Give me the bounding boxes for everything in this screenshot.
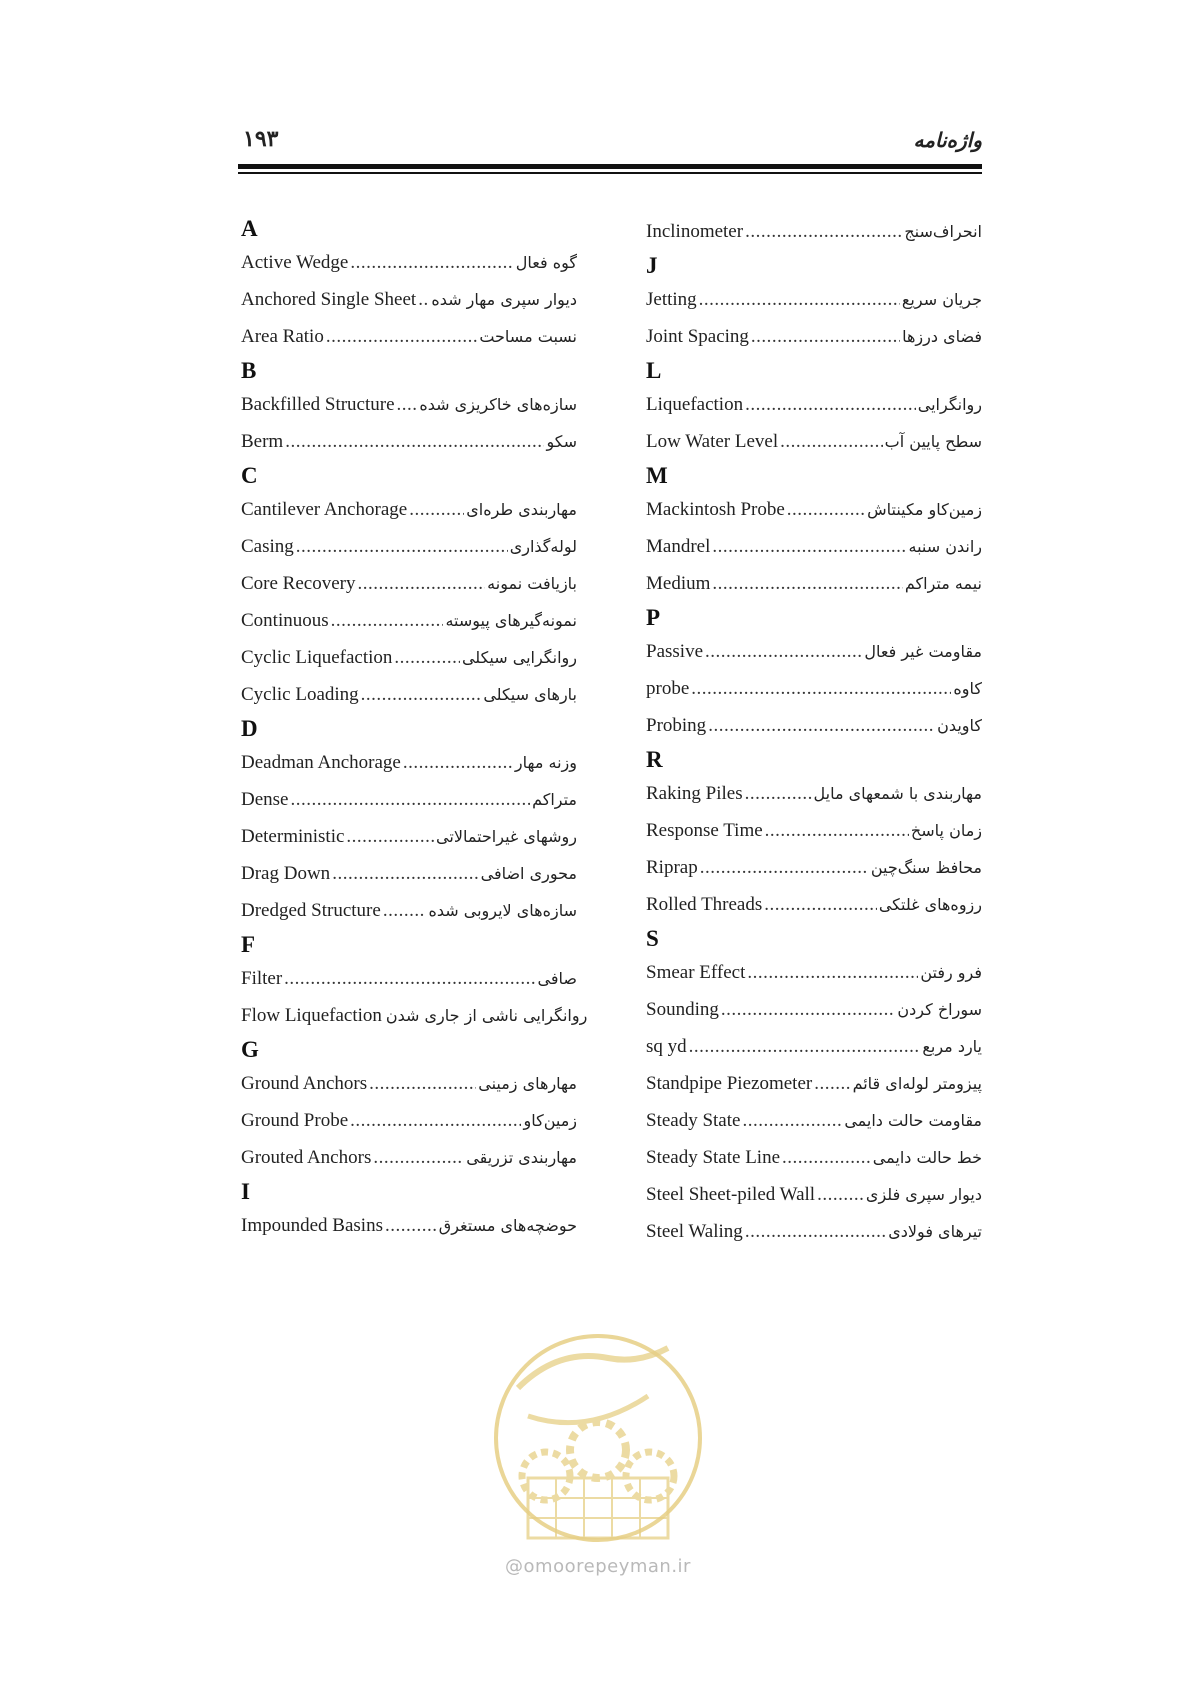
persian-term: کاوه — [953, 679, 982, 698]
dot-leader — [296, 536, 508, 558]
glossary-column-right — [646, 213, 982, 1250]
dot-leader — [403, 752, 513, 774]
watermark-seal-icon — [488, 1328, 708, 1568]
section-letter: S — [646, 926, 659, 951]
glossary-entry — [646, 775, 982, 812]
english-term: probe — [646, 677, 690, 699]
glossary-entry — [646, 670, 982, 707]
glossary-entry — [241, 318, 577, 355]
dot-leader — [691, 678, 951, 700]
english-term: sq yd — [646, 1035, 687, 1057]
english-term: Continuous — [241, 609, 329, 631]
dot-leader — [409, 499, 464, 521]
persian-term: صافی — [537, 969, 577, 988]
persian-term: سازه‌های لایروبی شده — [428, 901, 577, 920]
english-term: Steady State Line — [646, 1146, 781, 1168]
dot-leader — [745, 394, 916, 416]
glossary-entry — [241, 386, 577, 423]
dot-leader — [357, 573, 485, 595]
persian-term: روانگرایی سیکلی — [461, 648, 577, 667]
section-letter: A — [241, 216, 258, 241]
english-term: Impounded Basins — [241, 1214, 383, 1236]
glossary-entry — [241, 491, 577, 528]
glossary-entry — [241, 960, 577, 997]
glossary-entry — [646, 1176, 982, 1213]
persian-term: محوری اضافی — [480, 864, 577, 883]
persian-term: نیمه متراکم — [904, 574, 982, 593]
dot-leader — [346, 826, 434, 848]
english-term: Active Wedge — [241, 251, 349, 273]
dot-leader — [332, 863, 478, 885]
glossary-entry — [241, 818, 577, 855]
english-term: Backfilled Structure — [241, 393, 395, 415]
glossary-entry — [646, 812, 982, 849]
persian-term: محافظ سنگ‌چین — [870, 858, 982, 877]
english-term: Mackintosh Probe — [646, 498, 785, 520]
english-term: Deterministic — [241, 825, 345, 847]
dot-leader — [747, 962, 918, 984]
persian-term: گوه فعال — [515, 253, 577, 272]
glossary-entry — [241, 781, 577, 818]
glossary-entry — [646, 1139, 982, 1176]
english-term: Area Ratio — [241, 325, 324, 347]
persian-term: زمین‌کاو — [523, 1111, 577, 1130]
glossary-entry — [241, 997, 588, 1034]
english-term: Flow Liquefaction — [241, 1004, 382, 1026]
persian-term: بارهای سیکلی — [483, 685, 577, 704]
english-term: Probing — [646, 714, 707, 736]
section-letter: P — [646, 605, 661, 630]
persian-term: حوضچه‌های مستغرق — [438, 1216, 577, 1235]
english-term: Liquefaction — [646, 393, 744, 415]
english-term: Steel Waling — [646, 1220, 743, 1242]
english-term: Drag Down — [241, 862, 331, 884]
dot-leader — [751, 326, 900, 348]
english-term: Anchored Single Sheet — [241, 288, 417, 310]
glossary-entry — [646, 281, 982, 318]
english-term: Deadman Anchorage — [241, 751, 401, 773]
dot-leader — [814, 1073, 850, 1095]
dot-leader — [705, 641, 862, 663]
watermark-logo — [488, 1328, 708, 1568]
glossary-entry — [241, 744, 577, 781]
glossary-entry — [646, 423, 982, 460]
dot-leader — [699, 289, 900, 311]
persian-term: فرو رفتن — [920, 963, 982, 982]
persian-term: متراکم — [532, 790, 577, 809]
persian-term: رزوه‌های غلتکی — [878, 895, 982, 914]
glossary-entry — [646, 954, 982, 991]
dot-leader — [780, 431, 883, 453]
dot-leader — [817, 1184, 864, 1206]
glossary-entry — [241, 892, 577, 929]
persian-term: نسبت مساحت — [479, 327, 577, 346]
english-term: Response Time — [646, 819, 763, 841]
english-term: Inclinometer — [646, 220, 744, 242]
glossary-entry — [241, 423, 577, 460]
persian-term: سوراخ کردن — [897, 1000, 982, 1019]
glossary-entry — [241, 528, 577, 565]
glossary-entry — [646, 213, 982, 250]
persian-term: سازه‌های خاکریزی شده — [419, 395, 577, 414]
dot-leader — [765, 820, 909, 842]
page-number: ۱۹۳ — [243, 126, 279, 151]
persian-term: بازیافت نمونه — [487, 574, 577, 593]
persian-term: تیرهای فولادی — [888, 1222, 982, 1241]
glossary-entry — [241, 244, 577, 281]
dot-leader — [689, 1036, 921, 1058]
persian-term: فضای درزها — [902, 327, 982, 346]
persian-term: مهاربندی تزریقی — [466, 1148, 577, 1167]
glossary-entry — [646, 491, 982, 528]
dot-leader — [708, 715, 935, 737]
glossary-entry — [241, 855, 577, 892]
persian-term: دیوار سپری فلزی — [865, 1185, 982, 1204]
dot-leader — [385, 1215, 437, 1237]
dot-leader — [361, 684, 482, 706]
dot-leader — [350, 1110, 521, 1132]
english-term: Low Water Level — [646, 430, 779, 452]
english-term: Filter — [241, 967, 283, 989]
glossary-entry — [646, 318, 982, 355]
english-term: Ground Probe — [241, 1109, 349, 1131]
dot-leader — [397, 394, 418, 416]
glossary-entry — [241, 1065, 577, 1102]
dot-leader — [712, 573, 902, 595]
english-term: Dense — [241, 788, 289, 810]
english-term: Steel Sheet-piled Wall — [646, 1183, 816, 1205]
persian-term: مهاربندی طره‌ای — [466, 500, 577, 519]
english-term: Ground Anchors — [241, 1072, 368, 1094]
dot-leader — [418, 289, 429, 311]
glossary-entry — [646, 886, 982, 923]
glossary-entry — [241, 676, 577, 713]
english-term: Sounding — [646, 998, 719, 1020]
english-term: Passive — [646, 640, 703, 662]
glossary-entry — [646, 386, 982, 423]
persian-term: یارد مربع — [922, 1037, 982, 1056]
section-letter: L — [646, 358, 662, 383]
section-letter: I — [241, 1179, 250, 1204]
english-term: Cyclic Liquefaction — [241, 646, 393, 668]
running-head-title: واژه‌نامه — [913, 130, 982, 152]
glossary-entry — [241, 1139, 577, 1176]
english-term: Mandrel — [646, 535, 711, 557]
dot-leader — [764, 894, 877, 916]
dot-leader — [285, 431, 544, 453]
glossary-entry — [241, 565, 577, 602]
english-term: Cyclic Loading — [241, 683, 359, 705]
glossary-entry — [646, 1028, 982, 1065]
dot-leader — [700, 857, 869, 879]
persian-term: سطح پایین آب — [884, 432, 982, 451]
glossary-entry — [241, 1207, 577, 1244]
english-term: Jetting — [646, 288, 697, 310]
glossary-entry — [646, 1102, 982, 1139]
glossary-entry — [646, 707, 982, 744]
english-term: Casing — [241, 535, 294, 557]
dot-leader — [331, 610, 444, 632]
persian-term: لوله‌گذاری — [509, 537, 577, 556]
dot-leader — [787, 499, 865, 521]
dot-leader — [369, 1073, 476, 1095]
section-letter: G — [241, 1037, 259, 1062]
persian-term: روشهای غیراحتمالاتی — [436, 827, 577, 846]
persian-term: مهارهای زمینی — [478, 1074, 577, 1093]
persian-term: مقاومت حالت دایمی — [844, 1111, 982, 1130]
glossary-entry — [646, 528, 982, 565]
persian-term: زمان پاسخ — [910, 821, 982, 840]
glossary-entry — [646, 1065, 982, 1102]
dot-leader — [745, 783, 812, 805]
dot-leader — [782, 1147, 871, 1169]
english-term: Dredged Structure — [241, 899, 381, 921]
dot-leader — [326, 326, 478, 348]
glossary-entry — [241, 1102, 577, 1139]
section-letter: M — [646, 463, 668, 488]
dot-leader — [383, 900, 427, 922]
english-term: Core Recovery — [241, 572, 356, 594]
persian-term: نمونه‌گیرهای پیوسته — [445, 611, 577, 630]
glossary-entry — [646, 991, 982, 1028]
glossary-entry — [241, 281, 577, 318]
section-letter: R — [646, 747, 663, 772]
section-letter: J — [646, 253, 658, 278]
persian-term: زمین‌کاو مکینتاش — [867, 500, 982, 519]
persian-term: سکو — [546, 432, 577, 451]
persian-term: راندن سنبه — [908, 537, 982, 556]
glossary-entry — [646, 565, 982, 602]
dot-leader — [721, 999, 896, 1021]
english-term: Smear Effect — [646, 961, 746, 983]
persian-term: کاویدن — [937, 716, 982, 735]
persian-term: روانگرایی — [917, 395, 982, 414]
header-rule-thin — [238, 172, 982, 174]
glossary-entry — [241, 639, 577, 676]
english-term: Grouted Anchors — [241, 1146, 372, 1168]
dot-leader — [284, 968, 535, 990]
dot-leader — [742, 1110, 842, 1132]
persian-term: انحراف‌سنج — [904, 222, 982, 241]
header-rule-thick — [238, 164, 982, 169]
persian-term: مهاربندی با شمعهای مایل — [813, 784, 982, 803]
dot-leader — [745, 1221, 886, 1243]
english-term: Riprap — [646, 856, 698, 878]
english-term: Joint Spacing — [646, 325, 749, 347]
dot-leader — [350, 252, 513, 274]
dot-leader — [712, 536, 906, 558]
persian-term: دیوار سپری مهار شده — [431, 290, 577, 309]
section-letter: B — [241, 358, 257, 383]
glossary-entry — [241, 602, 577, 639]
persian-term: روانگرایی ناشی از جاری شدن — [385, 1006, 588, 1025]
glossary-entry — [646, 633, 982, 670]
glossary-column-left — [241, 213, 588, 1244]
dot-leader — [745, 221, 902, 243]
glossary-entry — [646, 849, 982, 886]
glossary-entry — [646, 1213, 982, 1250]
section-letter: C — [241, 463, 258, 488]
persian-term: پیزومتر لوله‌ای قائم — [852, 1074, 982, 1093]
english-term: Raking Piles — [646, 782, 743, 804]
english-term: Rolled Threads — [646, 893, 763, 915]
persian-term: مقاومت غیر فعال — [864, 642, 982, 661]
watermark-url: @omoorepeyman.ir — [505, 1556, 691, 1577]
english-term: Medium — [646, 572, 711, 594]
section-letter: F — [241, 932, 256, 957]
english-term: Berm — [241, 430, 284, 452]
dot-leader — [290, 789, 530, 811]
english-term: Standpipe Piezometer — [646, 1072, 813, 1094]
persian-term: جریان سریع — [901, 290, 982, 309]
english-term: Cantilever Anchorage — [241, 498, 408, 520]
section-letter: D — [241, 716, 258, 741]
english-term: Steady State — [646, 1109, 741, 1131]
persian-term: وزنه مهار — [514, 753, 577, 772]
dot-leader — [394, 647, 460, 669]
dot-leader — [373, 1147, 464, 1169]
persian-term: خط حالت دایمی — [872, 1148, 982, 1167]
